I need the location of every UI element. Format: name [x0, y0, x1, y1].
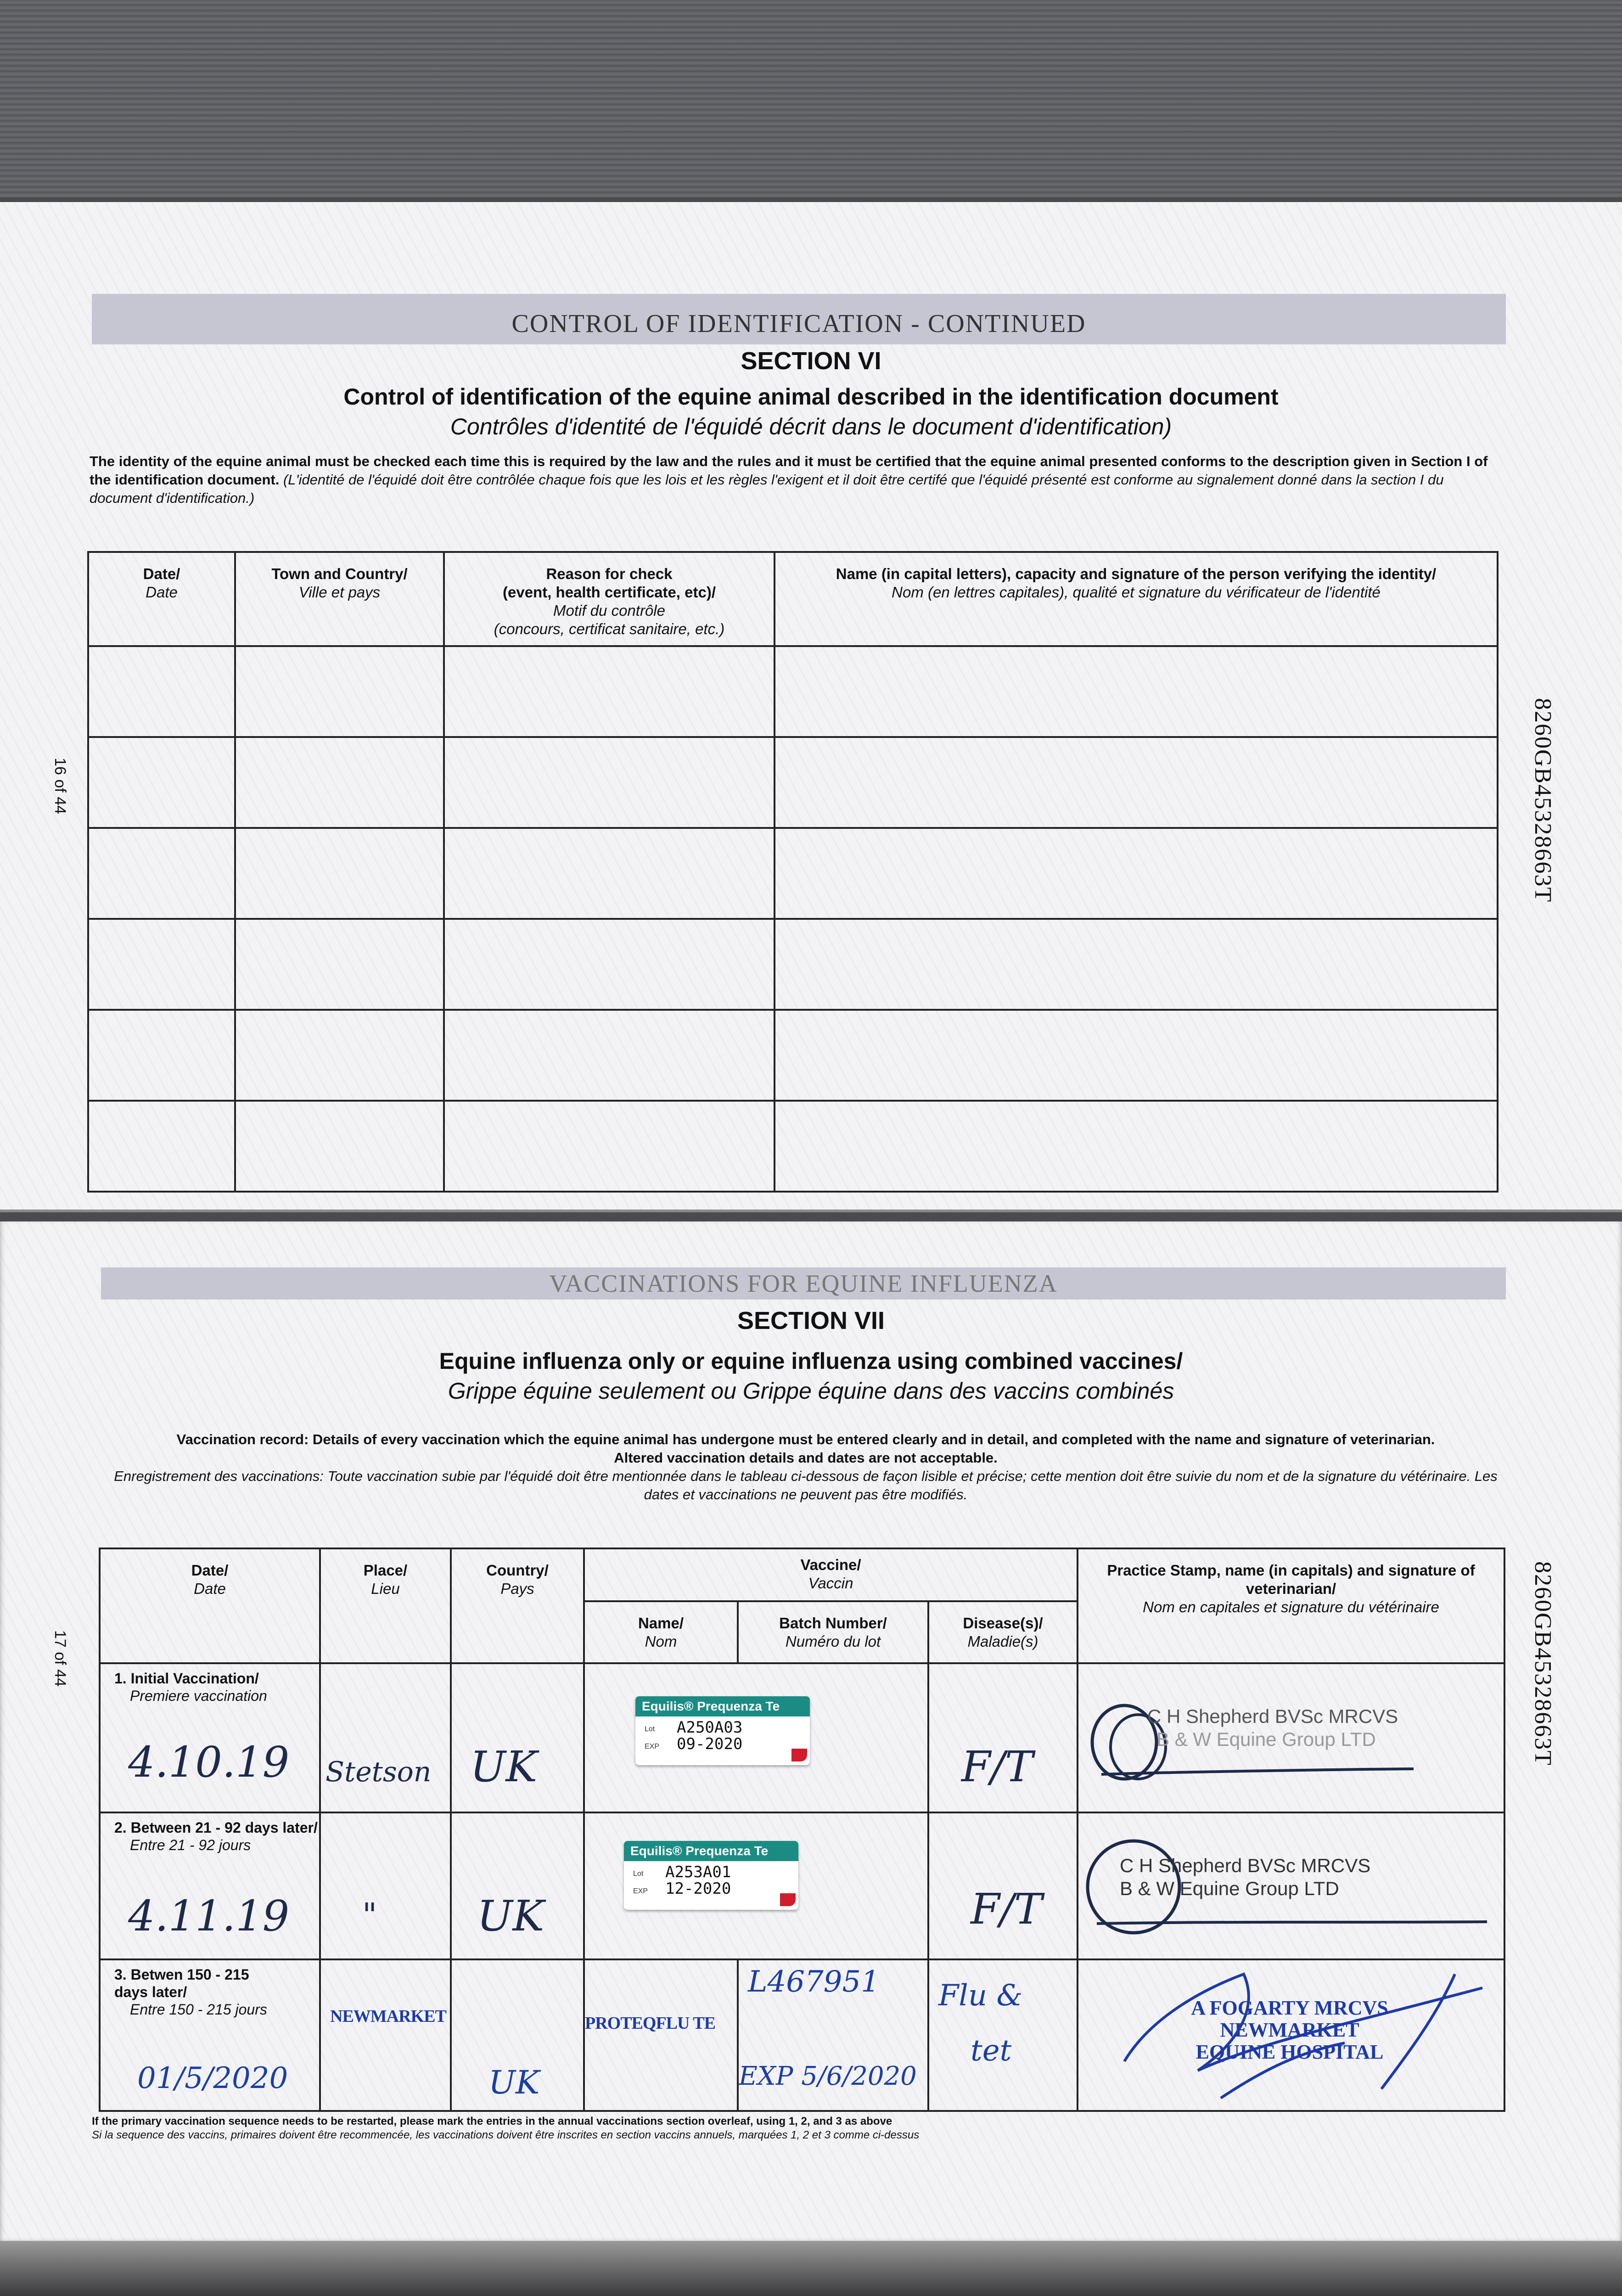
column-place: Place/ Lieu — [320, 1548, 451, 1663]
row-3-place: NEWMARKET — [330, 2007, 446, 2026]
section-vii-title: SECTION VII — [737, 1307, 885, 1334]
row-1-country: UK — [470, 1742, 538, 1791]
sticker-batch: A253A01 — [665, 1863, 731, 1881]
column-practice-stamp: Practice Stamp, name (in capitals) and signature of veterinarian/ Nom en capitales et signature du vétérinaire — [1078, 1548, 1504, 1663]
row-2-stamp-line-2: B & W Equine Group LTD — [1120, 1878, 1339, 1899]
cell-country[interactable] — [451, 1812, 584, 1959]
sticker-exp: 09-2020 — [677, 1735, 743, 1753]
cell-disease[interactable] — [928, 1959, 1078, 2111]
cell-practice-stamp[interactable] — [1078, 1663, 1504, 1812]
cell-reason[interactable] — [444, 1101, 775, 1192]
row-3-stamp-line-2: NEWMARKET — [1220, 2019, 1359, 2041]
cell-disease[interactable] — [928, 1663, 1078, 1812]
column-batch-number: Batch Number/ Numéro du lot — [738, 1601, 928, 1663]
row-1-place: Stetson — [326, 1756, 432, 1788]
row-2-label-en: 2. Between 21 - 92 days later/ — [114, 1819, 318, 1836]
section-vi-heading-en: Control of identification of the equine animal described in the identification document — [343, 384, 1279, 410]
cell-date[interactable] — [88, 737, 235, 828]
cell-town[interactable] — [235, 1010, 444, 1101]
cell-reason[interactable] — [444, 919, 775, 1010]
page-number-17: 17 of 44 — [51, 1630, 69, 1687]
row-2-country: UK — [477, 1891, 544, 1941]
row-3-batch: L467951 — [748, 1965, 880, 1999]
table-row — [88, 1101, 1498, 1192]
row-3-disease-line-1: Flu & — [938, 1979, 1023, 2013]
cell-date[interactable] — [100, 1663, 320, 1812]
cell-verifier[interactable] — [775, 646, 1498, 737]
vaccine-sticker-1: Equilis® Prequenza Te Lot EXP A250A03 09-2020 — [635, 1696, 810, 1765]
section-vi-intro-en: The identity of the equine animal must be checked each time this is required by the law and the rules and it must be certified that the equine animal presented conforms to the description given in Section I of the identification document. — [90, 453, 1488, 488]
cell-vaccine-name[interactable] — [584, 1959, 738, 2111]
page-section-vi — [0, 202, 1622, 1212]
row-1-label-fr: Premiere vaccination — [130, 1688, 267, 1704]
vaccination-table — [99, 1548, 1505, 2112]
row-3-vaccine-name: PROTEQFLU TE — [585, 2014, 715, 2033]
document-id-vertical-bottom: 8260GB45328663T — [1530, 1561, 1556, 1766]
row-3-date: 01/5/2020 — [137, 2061, 288, 2095]
table-row — [88, 1010, 1498, 1101]
section-vii-intro-en-2: Altered vaccination details and dates are not acceptable. — [614, 1450, 998, 1466]
document-id-vertical-top: 8260GB45328663T — [1530, 698, 1556, 903]
row-3-stamp-line-3: EQUINE HOSPITAL — [1195, 2041, 1384, 2063]
section-vii-intro-en-1: Vaccination record: Details of every vaccination which the equine animal has undergone must be entered clearly and in detail, and completed with the name and signature of veterinarian. — [176, 1431, 1435, 1447]
cell-place[interactable] — [320, 1959, 451, 2111]
scanner-background-top — [0, 0, 1622, 197]
row-2-label-fr: Entre 21 - 92 jours — [130, 1837, 251, 1853]
cell-town[interactable] — [235, 919, 444, 1010]
section-vii-banner: VACCINATIONS FOR EQUINE INFLUENZA — [101, 1267, 1506, 1300]
cell-town[interactable] — [235, 1101, 444, 1192]
row-1-label-en: 1. Initial Vaccination/ — [114, 1670, 259, 1687]
section-vi-title: SECTION VI — [741, 347, 881, 375]
cell-town[interactable] — [235, 828, 444, 919]
cell-verifier[interactable] — [775, 919, 1498, 1010]
scanner-background-bottom — [0, 2241, 1622, 2296]
column-date: Date/ Date — [88, 552, 235, 646]
cell-practice-stamp[interactable] — [1078, 1959, 1504, 2111]
row-1-disease: F/T — [961, 1742, 1033, 1791]
page-section-vii — [0, 1221, 1622, 2245]
footnote-en: If the primary vaccination sequence needs to be restarted, please mark the entries in the annual vaccinations section overleaf, using 1, 2, and 3 as above — [92, 2115, 892, 2127]
vaccination-row-2 — [100, 1812, 1504, 1959]
cell-reason[interactable] — [444, 1010, 775, 1101]
cell-batch-number[interactable] — [738, 1959, 928, 2111]
vaccination-row-1 — [100, 1663, 1504, 1812]
column-date: Date/ Date — [100, 1548, 320, 1663]
cell-verifier[interactable] — [775, 1010, 1498, 1101]
row-2-disease: F/T — [971, 1885, 1043, 1934]
column-verifier: Name (in capital letters), capacity and signature of the person verifying the identity/ Nom (en lettres capitales), qualité et signature du vérificateur de l'identité — [775, 552, 1498, 646]
section-vi-heading-fr: Contrôles d'identité de l'équidé décrit dans le document d'identification) — [450, 414, 1172, 439]
cell-date[interactable] — [88, 1101, 235, 1192]
cell-disease[interactable] — [928, 1812, 1078, 1959]
section-vi-banner: CONTROL OF IDENTIFICATION - CONTINUED — [92, 294, 1506, 344]
cell-vaccine-sticker[interactable] — [584, 1812, 928, 1959]
cell-date[interactable] — [88, 919, 235, 1010]
cell-date[interactable] — [88, 1010, 235, 1101]
section-vii-heading-fr: Grippe équine seulement ou Grippe équine dans des vaccins combinés — [448, 1378, 1174, 1404]
vaccination-row-3 — [100, 1959, 1504, 2111]
cell-date[interactable] — [100, 1812, 320, 1959]
column-reason: Reason for check (event, health certificate, etc)/ Motif du contrôle (concours, certificat sanitaire, etc.) — [444, 552, 775, 646]
column-vaccine-name: Name/ Nom — [584, 1601, 738, 1663]
row-3-stamp-line-1: A FOGARTY MRCVS — [1191, 1997, 1388, 2019]
row-3-country: UK — [488, 2064, 540, 2101]
column-disease: Disease(s)/ Maladie(s) — [928, 1601, 1078, 1663]
row-2-date: 4.11.19 — [128, 1891, 290, 1941]
row-1-stamp-line-2: B & W Equine Group LTD — [1156, 1728, 1376, 1750]
sticker-brand: Equilis® Prequenza Te — [635, 1696, 810, 1716]
section-vii-intro — [101, 1430, 1510, 1504]
column-vaccine: Vaccine/ Vaccin — [584, 1548, 1078, 1601]
row-3-disease-line-2: tet — [971, 2034, 1012, 2068]
cell-country[interactable] — [451, 1663, 584, 1812]
identification-check-table — [87, 551, 1499, 1193]
section-vi-intro-fr: (L'identité de l'équidé doit être contrôlée chaque fois que les lois et les règles l'exigent et il doit être certifé que l'équidé présenté est conforme au signalement donné dans la section I du document d'identification.) — [90, 472, 1444, 506]
section-vii-intro-fr: Enregistrement des vaccinations: Toute vaccination subie par l'équidé doit être mentionnée dans le tableau ci-dessous de façon lisible et précise; cette mention doit être suivie du nom et de la signature du vétérinaire. Les dates et vaccinations ne peuvent pas être modifiés. — [114, 1468, 1498, 1503]
cell-verifier[interactable] — [775, 737, 1498, 828]
cell-country[interactable] — [451, 1959, 584, 2111]
row-3-batch-exp: EXP 5/6/2020 — [739, 2061, 917, 2091]
cell-place[interactable] — [320, 1812, 451, 1959]
row-2-place: " — [362, 1896, 377, 1934]
cell-date[interactable] — [88, 646, 235, 737]
table-row — [88, 646, 1498, 737]
row-3-label-fr: Entre 150 - 215 jours — [130, 2001, 267, 2018]
footnote-fr: Si la sequence des vaccins, primaires doivent être recommencée, les vaccinations doivent être inscrites en section vaccins annuels, marquées 1, 2 et 3 comme ci-dessus — [92, 2129, 920, 2141]
sticker-exp: 12-2020 — [665, 1880, 731, 1898]
cell-date[interactable] — [88, 828, 235, 919]
table-row — [88, 737, 1498, 828]
row-1-stamp-line-1: C H Shepherd BVSc MRCVS — [1147, 1705, 1398, 1727]
cell-vaccine-sticker[interactable] — [584, 1663, 928, 1812]
page-number-16: 16 of 44 — [51, 758, 69, 814]
row-3-label-en: 3. Betwen 150 - 215 days later/ — [114, 1966, 249, 2000]
vaccine-sticker-2: Equilis® Prequenza Te Lot EXP A253A01 12-2020 — [624, 1841, 798, 1910]
cell-date[interactable] — [100, 1959, 320, 2111]
column-town-country: Town and Country/ Ville et pays — [235, 552, 444, 646]
section-vii-heading-en: Equine influenza only or equine influenza using combined vaccines/ — [439, 1348, 1183, 1374]
footnote — [92, 2115, 1515, 2142]
cell-town[interactable] — [235, 646, 444, 737]
cell-place[interactable] — [320, 1663, 451, 1812]
cell-reason[interactable] — [444, 737, 775, 828]
sticker-brand: Equilis® Prequenza Te — [624, 1841, 798, 1861]
sticker-batch: A250A03 — [677, 1718, 743, 1737]
column-country: Country/ Pays — [451, 1548, 584, 1663]
cell-town[interactable] — [235, 737, 444, 828]
row-2-stamp-line-1: C H Shepherd BVSc MRCVS — [1120, 1855, 1371, 1876]
cell-reason[interactable] — [444, 646, 775, 737]
cell-reason[interactable] — [444, 828, 775, 919]
table-row — [88, 828, 1498, 919]
cell-verifier[interactable] — [775, 1101, 1498, 1192]
section-vi-intro — [90, 452, 1490, 507]
cell-practice-stamp[interactable] — [1078, 1812, 1504, 1959]
cell-verifier[interactable] — [775, 828, 1498, 919]
table-row — [88, 919, 1498, 1010]
row-1-date: 4.10.19 — [128, 1738, 290, 1787]
